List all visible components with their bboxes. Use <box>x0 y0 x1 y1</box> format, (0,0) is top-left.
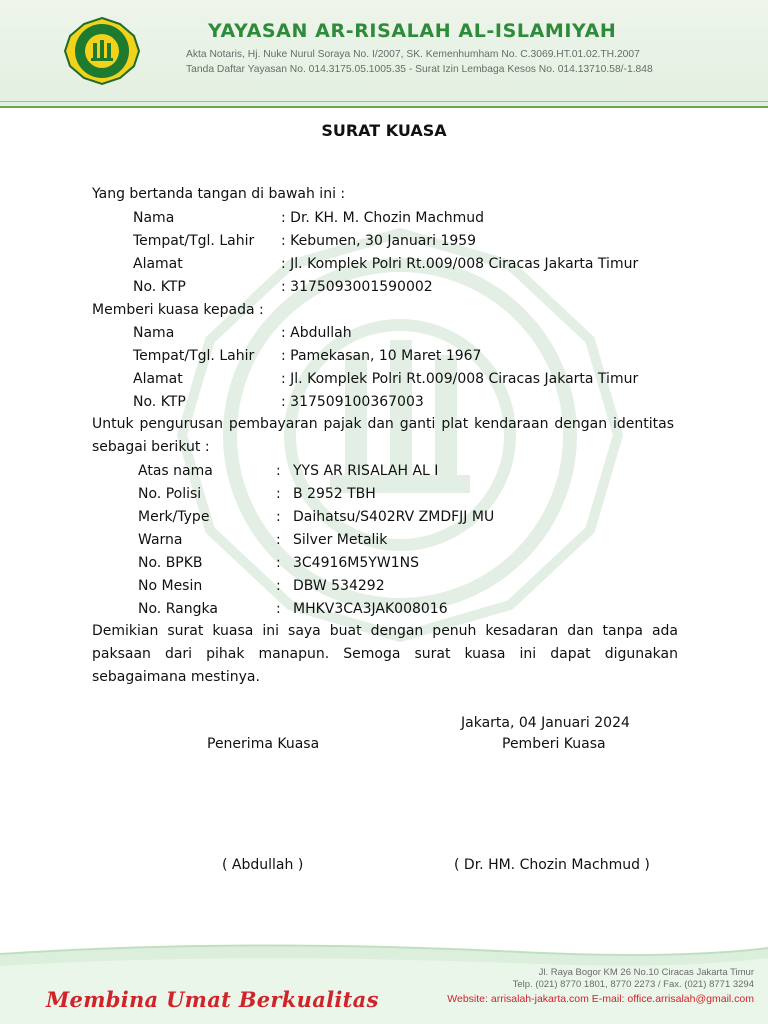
receiver-label: Penerima Kuasa <box>207 736 320 752</box>
vehicle-type-value: Daihatsu/S402RV ZMDFJJ MU <box>293 509 495 525</box>
intro-text: Yang bertanda tangan di bawah ini : <box>92 186 346 202</box>
vehicle-owner-value: YYS AR RISALAH AL I <box>293 463 439 479</box>
registration-line: Tanda Daftar Yayasan No. 014.3175.05.1005.35 - Surat Izin Lembaga Kesos No. 014.13710.58/-1.848 <box>186 64 653 75</box>
vehicle-bpkb-label: No. BPKB <box>138 555 203 571</box>
vehicle-chassis-colon: : <box>276 601 281 617</box>
vehicle-color-value: Silver Metalik <box>293 532 388 548</box>
vehicle-plate-label: No. Polisi <box>138 486 202 502</box>
receiver-name: ( Abdullah ) <box>222 857 304 873</box>
vehicle-engine-colon: : <box>276 578 281 594</box>
legal-notary-line: Akta Notaris, Hj. Nuke Nurul Soraya No. I/2007, SK. Kemenhumham No. C.3069.HT.01.02.TH.2007 <box>186 49 640 60</box>
grantor-ktp-label: No. KTP <box>133 279 186 295</box>
footer-phone: Telp. (021) 8770 1801, 8770 2273 / Fax. (021) 8771 3294 <box>512 979 754 990</box>
yayasan-logo-icon <box>62 16 142 86</box>
vehicle-chassis-label: No. Rangka <box>138 601 218 617</box>
grantor-ktp-value: : 3175093001590002 <box>281 279 433 295</box>
grantee-birth-label: Tempat/Tgl. Lahir <box>133 348 255 364</box>
grantee-address-label: Alamat <box>133 371 183 387</box>
grantee-birth-value: : Pamekasan, 10 Maret 1967 <box>281 348 482 364</box>
letter-footer <box>0 940 768 1024</box>
document-title: SURAT KUASA <box>321 121 447 140</box>
grantor-name-label: Nama <box>133 210 175 226</box>
vehicle-plate-value: B 2952 TBH <box>293 486 376 502</box>
grantee-name-label: Nama <box>133 325 175 341</box>
footer-address: Jl. Raya Bogor KM 26 No.10 Ciracas Jakarta Timur <box>538 967 754 978</box>
vehicle-bpkb-value: 3C4916M5YW1NS <box>293 555 419 571</box>
vehicle-owner-colon: : <box>276 463 281 479</box>
grantor-address-value: : Jl. Komplek Polri Rt.009/008 Ciracas Jakarta Timur <box>281 256 639 272</box>
grantor-name-value: : Dr. KH. M. Chozin Machmud <box>281 210 485 226</box>
vehicle-type-label: Merk/Type <box>138 509 210 525</box>
vehicle-chassis-value: MHKV3CA3JAK008016 <box>293 601 448 617</box>
grant-heading: Memberi kuasa kepada : <box>92 302 264 318</box>
giver-label: Pemberi Kuasa <box>502 736 606 752</box>
vehicle-type-colon: : <box>276 509 281 525</box>
giver-name: ( Dr. HM. Chozin Machmud ) <box>454 857 650 873</box>
letterhead <box>0 0 768 108</box>
grantee-ktp-label: No. KTP <box>133 394 186 410</box>
grantee-ktp-value: : 317509100367003 <box>281 394 424 410</box>
organization-name: YAYASAN AR-RISALAH AL-ISLAMIYAH <box>208 20 617 42</box>
vehicle-plate-colon: : <box>276 486 281 502</box>
grantor-birth-value: : Kebumen, 30 Januari 1959 <box>281 233 477 249</box>
grantor-address-label: Alamat <box>133 256 183 272</box>
vehicle-engine-label: No Mesin <box>138 578 203 594</box>
vehicle-bpkb-colon: : <box>276 555 281 571</box>
footer-web-email[interactable]: Website: arrisalah-jakarta.com E-mail: office.arrisalah@gmail.com <box>447 993 754 1005</box>
closing-paragraph: Demikian surat kuasa ini saya buat dengan penuh kesadaran dan tanpa ada paksaan dari pihak manapun. Semoga surat kuasa ini dapat digunakan sebagaimana mestinya. <box>92 623 678 685</box>
grantee-address-value: : Jl. Komplek Polri Rt.009/008 Ciracas Jakarta Timur <box>281 371 639 387</box>
grantor-birth-label: Tempat/Tgl. Lahir <box>133 233 255 249</box>
vehicle-owner-label: Atas nama <box>138 463 213 479</box>
grantee-name-value: : Abdullah <box>281 325 352 341</box>
vehicle-color-colon: : <box>276 532 281 548</box>
footer-motto: Membina Umat Berkualitas <box>46 987 379 1012</box>
vehicle-color-label: Warna <box>138 532 183 548</box>
purpose-paragraph: Untuk pengurusan pembayaran pajak dan ganti plat kendaraan dengan identitas sebagai berikut : <box>92 416 674 455</box>
place-date: Jakarta, 04 Januari 2024 <box>461 715 630 731</box>
vehicle-engine-value: DBW 534292 <box>293 578 385 594</box>
